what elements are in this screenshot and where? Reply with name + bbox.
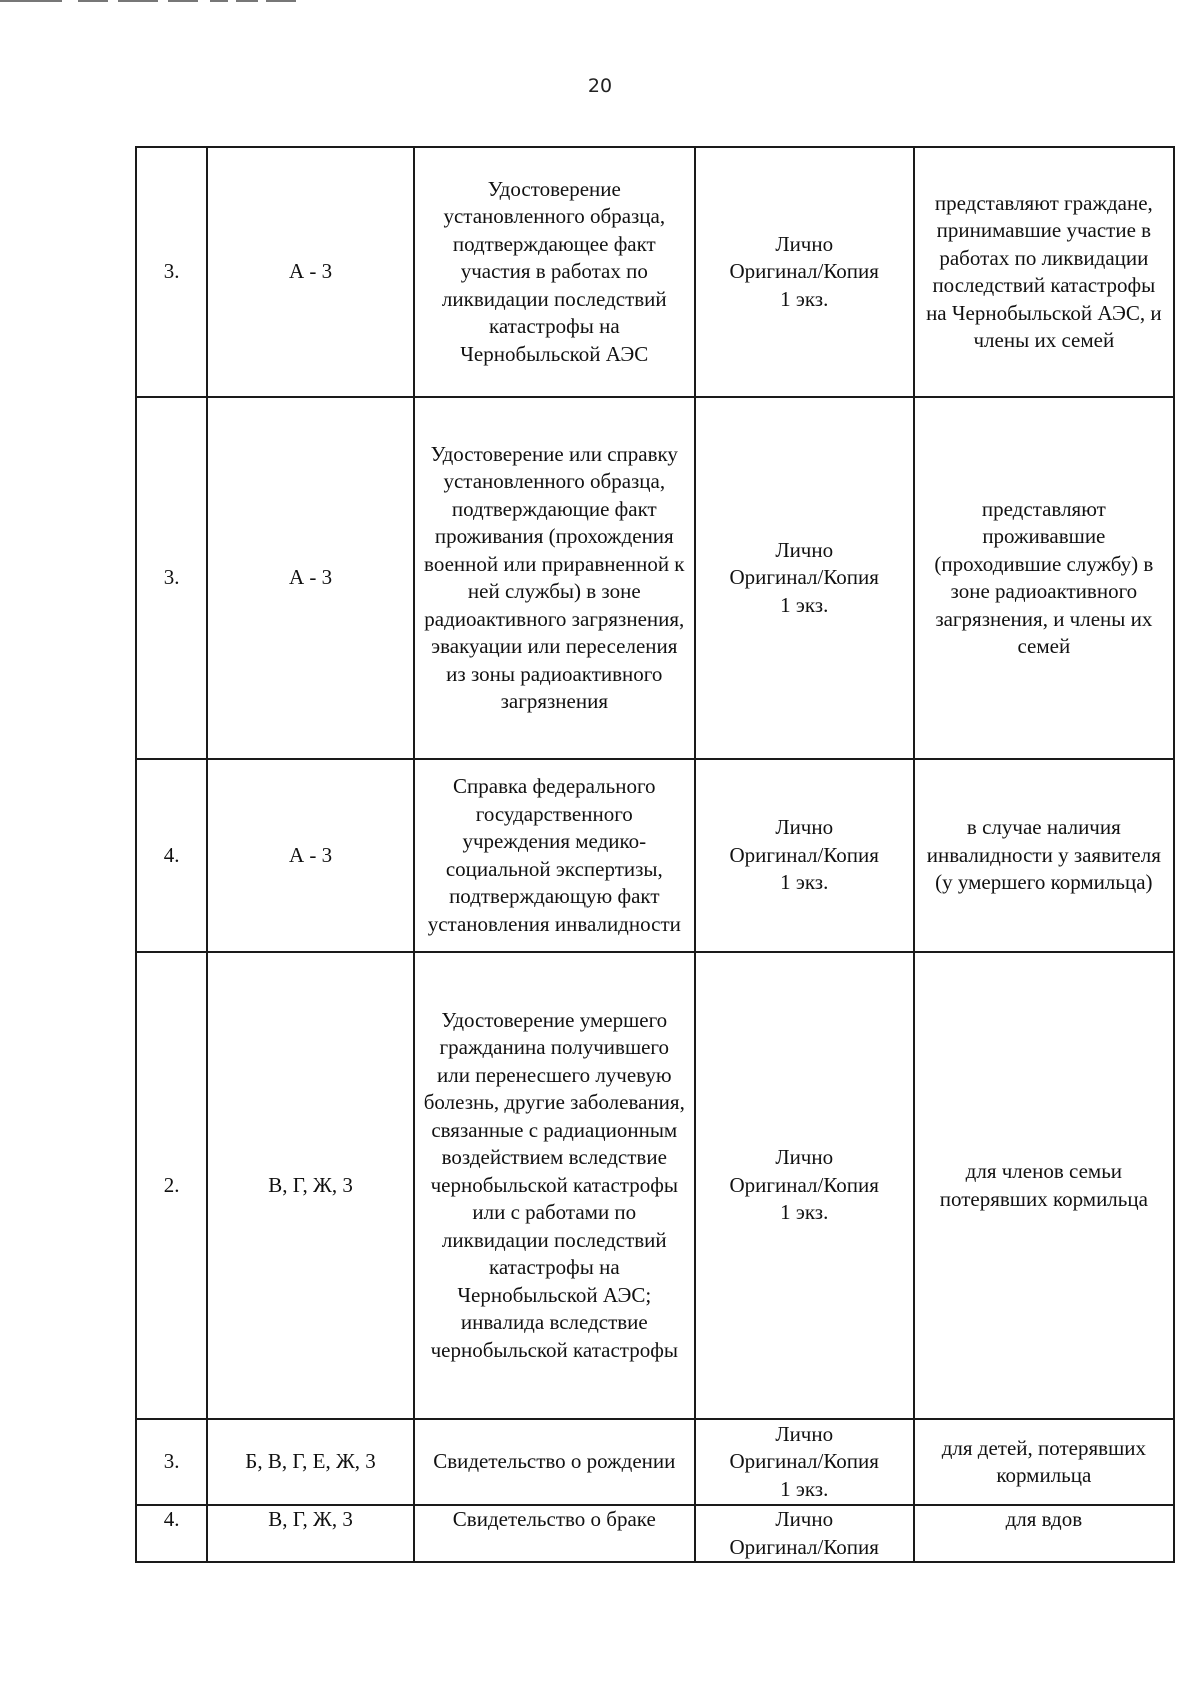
row-note: представляют граждане, принимавшие участие в работах по ликвидации последствий катастрофы на Чернобыльской АЭС, и члены их семей [914,147,1174,397]
row-submission: Лично Оригинал/Копия 1 экз. [695,759,914,952]
row-number: 3. [136,1419,207,1505]
table-row [136,1505,1174,1562]
row-number: 3. [136,397,207,759]
row-number: 4. [136,759,207,952]
row-note: для детей, потерявших кормильца [914,1419,1174,1505]
row-document: Удостоверение установленного образца, подтверждающее факт участия в работах по ликвидации последствий катастрофы на Чернобыльской АЭС [414,147,695,397]
row-number: 4. [136,1505,207,1562]
scan-edge-marks [0,0,320,4]
table-row [136,759,1174,952]
row-categories: Б, В, Г, Е, Ж, 3 [207,1419,414,1505]
table-row [136,397,1174,759]
row-submission: Лично Оригинал/Копия 1 экз. [695,1419,914,1505]
table-row [136,952,1174,1419]
row-number: 3. [136,147,207,397]
row-note: для вдов [914,1505,1174,1562]
row-categories: В, Г, Ж, 3 [207,1505,414,1562]
row-document: Свидетельство о браке [414,1505,695,1562]
row-submission: Лично Оригинал/Копия 1 экз. [695,952,914,1419]
documents-table [135,146,1175,1563]
row-document: Удостоверение умершего гражданина получившего или перенесшего лучевую болезнь, другие заболевания, связанные с радиационным воздействием вследствие чернобыльской катастрофы или с работами по ликвидации последствий катастрофы на Чернобыльской АЭС; инвалида вследствие чернобыльской катастрофы [414,952,695,1419]
table-row [136,1419,1174,1505]
row-document: Справка федерального государственного учреждения медико-социальной экспертизы, подтверждающую факт установления инвалидности [414,759,695,952]
row-submission: Лично Оригинал/Копия 1 экз. [695,147,914,397]
table-row [136,147,1174,397]
row-categories: А - 3 [207,147,414,397]
row-note: для членов семьи потерявших кормильца [914,952,1174,1419]
row-submission: Лично Оригинал/Копия [695,1505,914,1562]
row-note: в случае наличия инвалидности у заявителя (у умершего кормильца) [914,759,1174,952]
row-categories: А - 3 [207,397,414,759]
row-note: представляют проживавшие (проходившие службу) в зоне радиоактивного загрязнения, и члены их семей [914,397,1174,759]
row-document: Удостоверение или справку установленного образца, подтверждающие факт проживания (прохождения военной или приравненной к ней службы) в зоне радиоактивного загрязнения, эвакуации или переселения из зоны радиоактивного загрязнения [414,397,695,759]
row-categories: В, Г, Ж, 3 [207,952,414,1419]
row-categories: А - 3 [207,759,414,952]
page-number: 20 [587,75,613,97]
row-number: 2. [136,952,207,1419]
row-document: Свидетельство о рождении [414,1419,695,1505]
row-submission: Лично Оригинал/Копия 1 экз. [695,397,914,759]
